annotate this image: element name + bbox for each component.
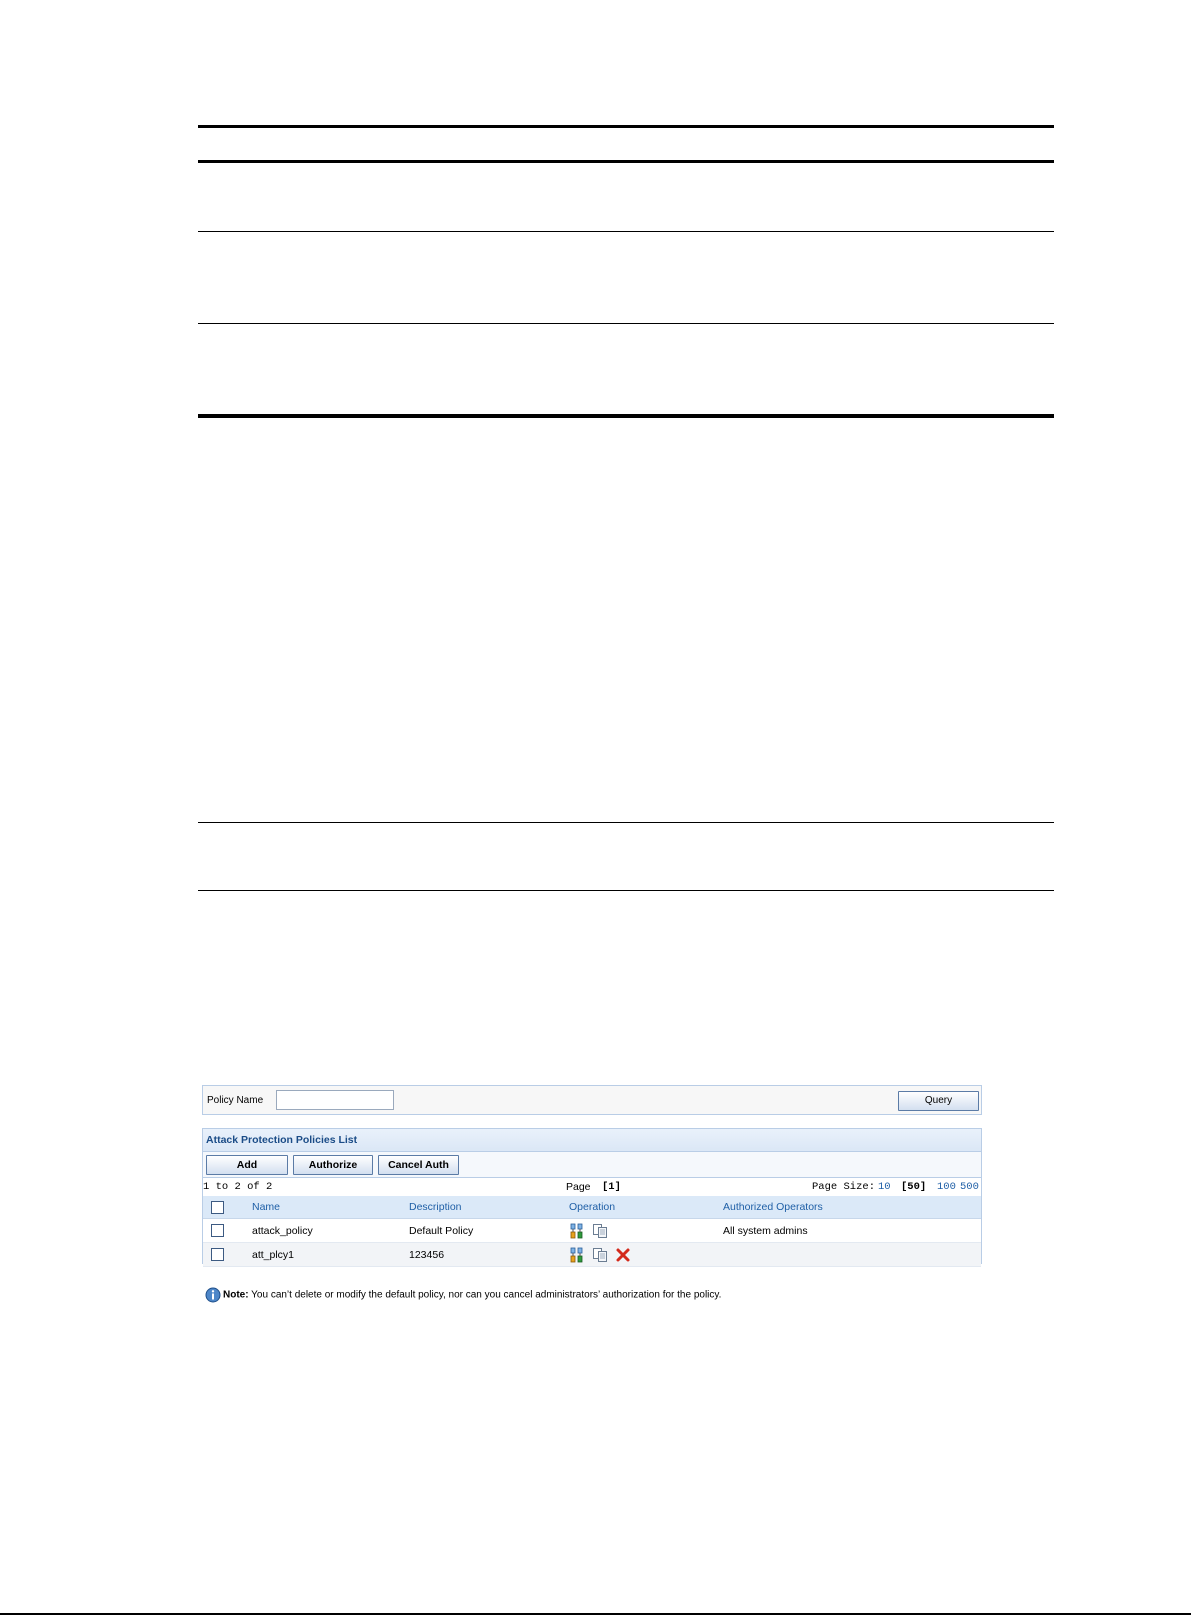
page-label: Page xyxy=(566,1181,591,1193)
row-checkbox[interactable] xyxy=(211,1224,224,1237)
modify-icon[interactable] xyxy=(569,1247,585,1263)
operation-cell xyxy=(568,1219,722,1243)
footer-rule xyxy=(0,1613,1191,1615)
authorized-operators-cell xyxy=(722,1243,981,1267)
query-panel xyxy=(202,1085,982,1115)
table-header-rule xyxy=(198,160,1054,163)
page-size-label: Page Size: xyxy=(812,1181,876,1193)
table-row-rule xyxy=(198,231,1054,232)
select-all-checkbox[interactable] xyxy=(211,1201,224,1214)
add-button[interactable]: Add xyxy=(206,1155,288,1175)
delete-icon[interactable] xyxy=(615,1247,631,1263)
modify-icon[interactable] xyxy=(569,1223,585,1239)
row-select-cell xyxy=(203,1243,251,1267)
table-row-rule xyxy=(198,323,1054,324)
column-header-description[interactable]: Description xyxy=(408,1196,568,1219)
table-bottom-rule xyxy=(198,414,1054,418)
policy-name-cell: attack_policy xyxy=(251,1219,408,1243)
table-top-rule xyxy=(198,125,1054,128)
authorize-button[interactable]: Authorize xyxy=(293,1155,373,1175)
policy-name-input[interactable] xyxy=(276,1090,394,1110)
column-header-operation: Operation xyxy=(568,1196,722,1219)
table-header-row xyxy=(203,1196,981,1219)
query-button[interactable]: Query xyxy=(898,1091,979,1111)
copy-icon[interactable] xyxy=(592,1223,608,1239)
policy-list-title: Attack Protection Policies List xyxy=(203,1129,981,1152)
page-size-500[interactable]: 500 xyxy=(960,1181,979,1193)
pager xyxy=(203,1178,981,1196)
table-row xyxy=(203,1219,981,1243)
table-bottom-rule xyxy=(198,890,1054,891)
result-range: 1 to 2 of 2 xyxy=(203,1181,273,1193)
cancel-auth-button[interactable]: Cancel Auth xyxy=(378,1155,459,1175)
page-size-100[interactable]: 100 xyxy=(937,1181,956,1193)
policy-name-label: Policy Name xyxy=(207,1095,264,1106)
column-header-name[interactable]: Name xyxy=(251,1196,408,1219)
current-page: [1] xyxy=(602,1181,621,1193)
note-label: Note: xyxy=(223,1289,249,1301)
policy-table xyxy=(203,1196,981,1267)
authorized-operators-cell: All system admins xyxy=(722,1219,981,1243)
copy-icon[interactable] xyxy=(592,1247,608,1263)
column-header-authorized-operators: Authorized Operators xyxy=(722,1196,981,1219)
row-select-cell xyxy=(203,1219,251,1243)
note-text-line xyxy=(205,1287,721,1303)
row-checkbox[interactable] xyxy=(211,1248,224,1261)
list-toolbar xyxy=(203,1152,981,1178)
select-all-cell xyxy=(203,1196,251,1219)
page-size-50: [50] xyxy=(901,1181,927,1193)
policy-description-cell: Default Policy xyxy=(408,1219,568,1243)
table-top-rule xyxy=(198,822,1054,823)
policy-description-cell: 123456 xyxy=(408,1243,568,1267)
operation-cell xyxy=(568,1243,722,1267)
info-icon xyxy=(205,1287,221,1303)
note-text: You can’t delete or modify the default policy, nor can you cancel administrators’ authorization for the policy. xyxy=(248,1289,722,1301)
policy-list-panel xyxy=(202,1128,982,1264)
page-size-10[interactable]: 10 xyxy=(878,1181,891,1193)
policy-name-cell: att_plcy1 xyxy=(251,1243,408,1267)
table-row xyxy=(203,1243,981,1267)
